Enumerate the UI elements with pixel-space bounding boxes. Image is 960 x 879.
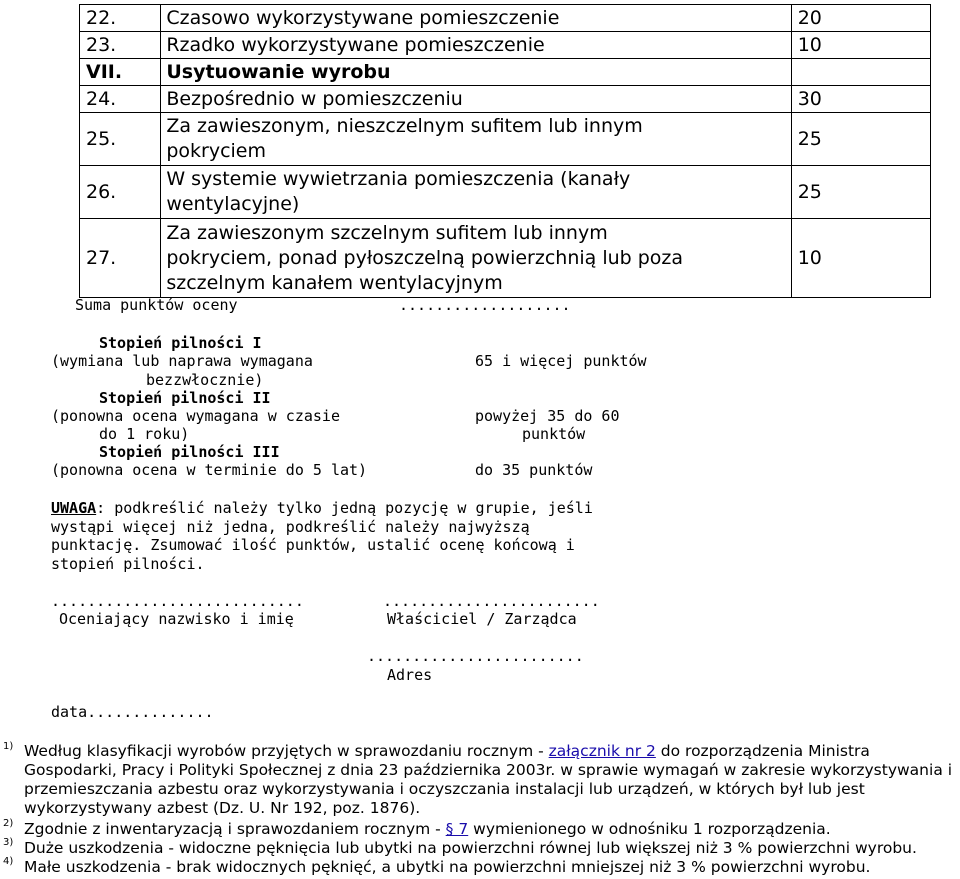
note-line: wystąpi więcej niż jedna, podkreślić należy najwyższą — [51, 518, 530, 536]
row-points: 10 — [791, 32, 930, 59]
footnote-1 — [24, 742, 954, 818]
table-row — [80, 113, 931, 166]
row-description: Bezpośrednio w pomieszczeniu — [161, 86, 791, 113]
row-description: Rzadko wykorzystywane pomieszczenie — [161, 32, 791, 59]
footnote-4-marker: 4) — [3, 856, 14, 867]
table-row — [80, 166, 931, 219]
owner-signature-line: ........................ — [383, 592, 600, 610]
row-description-line: Za zawieszonym, nieszczelnym sufitem lub innym — [166, 115, 643, 137]
address-line: ........................ — [367, 647, 584, 665]
footnote-2 — [24, 820, 954, 839]
degree-2-points: punktów — [522, 425, 586, 443]
row-number: 22. — [80, 5, 161, 32]
row-description: Czasowo wykorzystywane pomieszczenie — [161, 5, 791, 32]
note-line: punktację. Zsumować ilość punktów, ustalić ocenę końcową i — [51, 536, 575, 554]
criteria-table — [79, 4, 931, 298]
section-title: Usytuowanie wyrobu — [161, 59, 791, 86]
row-points: 25 — [791, 166, 930, 219]
footnote-1-marker: 1) — [3, 741, 14, 752]
row-description-line: wentylacyjne) — [166, 193, 300, 215]
row-description — [161, 166, 791, 219]
footnote-text: Według klasyfikacji wyrobów przyjętych w sprawozdaniu rocznym - — [24, 742, 549, 760]
degree-2-description: do 1 roku) — [99, 425, 190, 443]
row-number: 27. — [80, 219, 161, 298]
row-points: 30 — [791, 86, 930, 113]
row-description-line: pokryciem — [166, 140, 266, 162]
degree-2-points: powyżej 35 do 60 — [475, 407, 620, 425]
table-row — [80, 219, 931, 298]
table-row — [80, 32, 931, 59]
note-line — [51, 499, 593, 517]
owner-label: Właściciel / Zarządca — [387, 610, 577, 628]
degree-2-title: Stopień pilności II — [99, 389, 271, 407]
section-number: VII. — [80, 59, 161, 86]
footnote-3: Duże uszkodzenia - widoczne pęknięcia lub ubytki na powierzchni równej lub większej niż 3 % powierzchni wyrobu. — [24, 839, 917, 857]
row-number: 24. — [80, 86, 161, 113]
row-description-line: W systemie wywietrzania pomieszczenia (kanały — [166, 168, 631, 190]
degree-2-description: (ponowna ocena wymagana w czasie — [51, 407, 340, 425]
degree-1-points: 65 i więcej punktów — [475, 352, 647, 370]
row-description — [161, 219, 791, 298]
row-points: 10 — [791, 219, 930, 298]
date-field: data.............. — [51, 703, 214, 721]
annex-2-link[interactable]: załącznik nr 2 — [548, 742, 656, 760]
row-points: 20 — [791, 5, 930, 32]
footnote-text: Zgodnie z inwentaryzacją i sprawozdaniem rocznym - — [24, 820, 446, 838]
row-points: 25 — [791, 113, 930, 166]
row-description — [161, 113, 791, 166]
assessor-label: Oceniający nazwisko i imię — [59, 610, 294, 628]
footnote-4: Małe uszkodzenia - brak widocznych pęknięć, a ubytki na powierzchni mniejszej niż 3 % powierzchni wyrobu. — [24, 858, 871, 876]
points-sum-label: Suma punktów oceny — [75, 296, 238, 314]
row-number: 25. — [80, 113, 161, 166]
row-description-line: szczelnym kanałem wentylacyjnym — [166, 271, 503, 294]
note-label: UWAGA — [51, 499, 97, 517]
degree-1-description: bezzwłocznie) — [146, 371, 264, 389]
points-sum-blank: ................... — [399, 296, 571, 314]
footnote-text: do rozporządzenia Ministra Gospodarki, Pracy i Polityki Społecznej z dnia 23 października 2003r. w sprawie wymagań w zakresie wykorzystywania i przemieszczania azbestu oraz wykorzystywania i oczyszczania instalacji lub urządzeń, w których był lub jest wykorzystywany azbest (Dz. U. Nr 192, poz. 1876). — [24, 742, 953, 817]
row-points — [791, 59, 930, 86]
degree-1-description: (wymiana lub naprawa wymagana — [51, 352, 313, 370]
table-row — [80, 5, 931, 32]
degree-1-title: Stopień pilności I — [99, 334, 262, 352]
note-line: stopień pilności. — [51, 555, 205, 573]
table-row — [80, 86, 931, 113]
note-text: : podkreślić należy tylko jedną pozycję w grupie, jeśli — [96, 499, 593, 517]
degree-3-points: do 35 punktów — [475, 461, 593, 479]
row-number: 26. — [80, 166, 161, 219]
assessor-signature-line: ............................ — [51, 592, 304, 610]
address-label: Adres — [387, 666, 433, 684]
paragraph-7-link[interactable]: § 7 — [445, 820, 469, 838]
footnote-2-marker: 2) — [3, 818, 14, 829]
row-description-line: pokryciem, ponad pyłoszczelną powierzchnią lub poza — [166, 246, 684, 269]
footnote-3-marker: 3) — [3, 837, 14, 848]
row-number: 23. — [80, 32, 161, 59]
degree-3-title: Stopień pilności III — [99, 443, 280, 461]
section-header-row — [80, 59, 931, 86]
degree-3-description: (ponowna ocena w terminie do 5 lat) — [51, 461, 368, 479]
footnote-text: wymienionego w odnośniku 1 rozporządzenia. — [468, 820, 831, 838]
row-description-line: Za zawieszonym szczelnym sufitem lub innym — [166, 221, 608, 244]
